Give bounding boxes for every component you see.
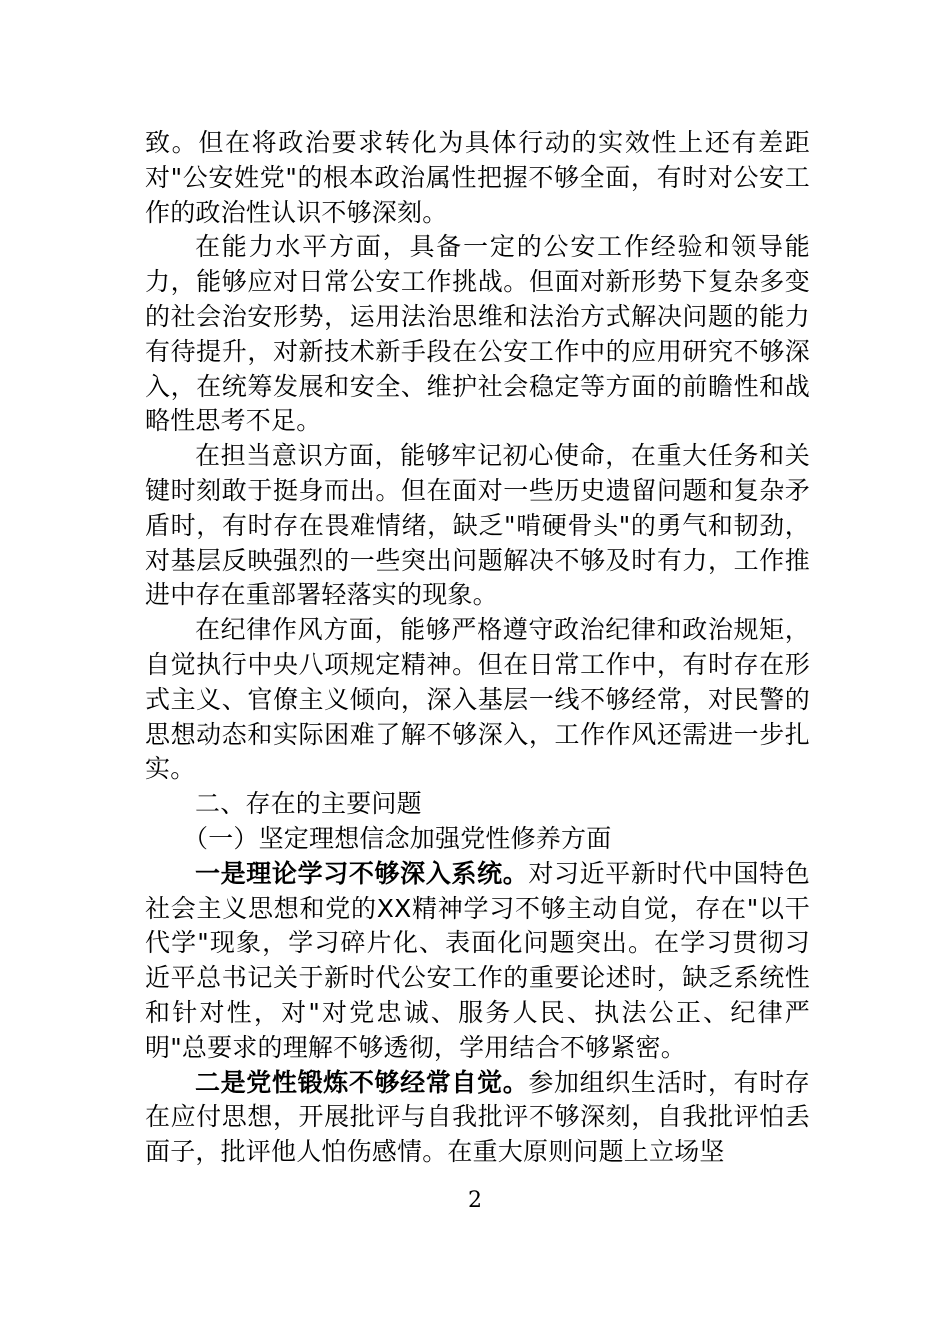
paragraph-theory-study [145, 857, 810, 1066]
point-two-text: 参加组织生活时，有时存在应付思想，开展批评与自我批评不够深刻，自我批评怕丢面子，批评他人怕伤感情。在重大原则问题上立场坚 [145, 1067, 810, 1167]
paragraph-party-spirit [145, 1066, 810, 1170]
paragraph-continuation: 致。但在将政治要求转化为具体行动的实效性上还有差距对"公安姓党"的根本政治属性把握不够全面，有时对公安工作的政治性认识不够深刻。 [145, 128, 810, 227]
page-number: 2 [468, 1188, 482, 1213]
point-one-heading: 一是理论学习不够深入系统。 [195, 858, 529, 888]
subsection-heading: （一）坚定理想信念加强党性修养方面 [183, 823, 612, 853]
document-body [145, 126, 810, 1170]
section-heading: 二、存在的主要问题 [195, 789, 422, 819]
point-two-heading: 二是党性锻炼不够经常自觉。 [195, 1067, 529, 1097]
paragraph-responsibility: 在担当意识方面，能够牢记初心使命，在重大任务和关键时刻敢于挺身而出。但在面对一些历史遗留问题和复杂矛盾时，有时存在畏难情绪，缺乏"啃硬骨头"的勇气和韧劲，对基层反映强烈的一些突出问题解决不够及时有力，工作推进中存在重部署轻落实的现象。 [145, 441, 810, 610]
paragraph-discipline: 在纪律作风方面，能够严格遵守政治纪律和政治规矩，自觉执行中央八项规定精神。但在日常工作中，有时存在形式主义、官僚主义倾向，深入基层一线不够经常，对民警的思想动态和实际困难了解不够深入，工作作风还需进一步扎实。 [145, 615, 810, 784]
point-one-text: 对习近平新时代中国特色社会主义思想和党的XX精神学习不够主动自觉，存在"以干代学"现象，学习碎片化、表面化问题突出。在学习贯彻习近平总书记关于新时代公安工作的重要论述时，缺乏系统性和针对性，对"对党忠诚、服务人民、执法公正、纪律严明"总要求的理解不够透彻，学用结合不够紧密。 [145, 858, 810, 1062]
paragraph-ability: 在能力水平方面，具备一定的公安工作经验和领导能力，能够应对日常公安工作挑战。但面对新形势下复杂多变的社会治安形势，运用法治思维和法治方式解决问题的能力有待提升，对新技术新手段在公安工作中的应用研究不够深入，在统筹发展和安全、维护社会稳定等方面的前瞻性和战略性思考不足。 [145, 232, 810, 436]
